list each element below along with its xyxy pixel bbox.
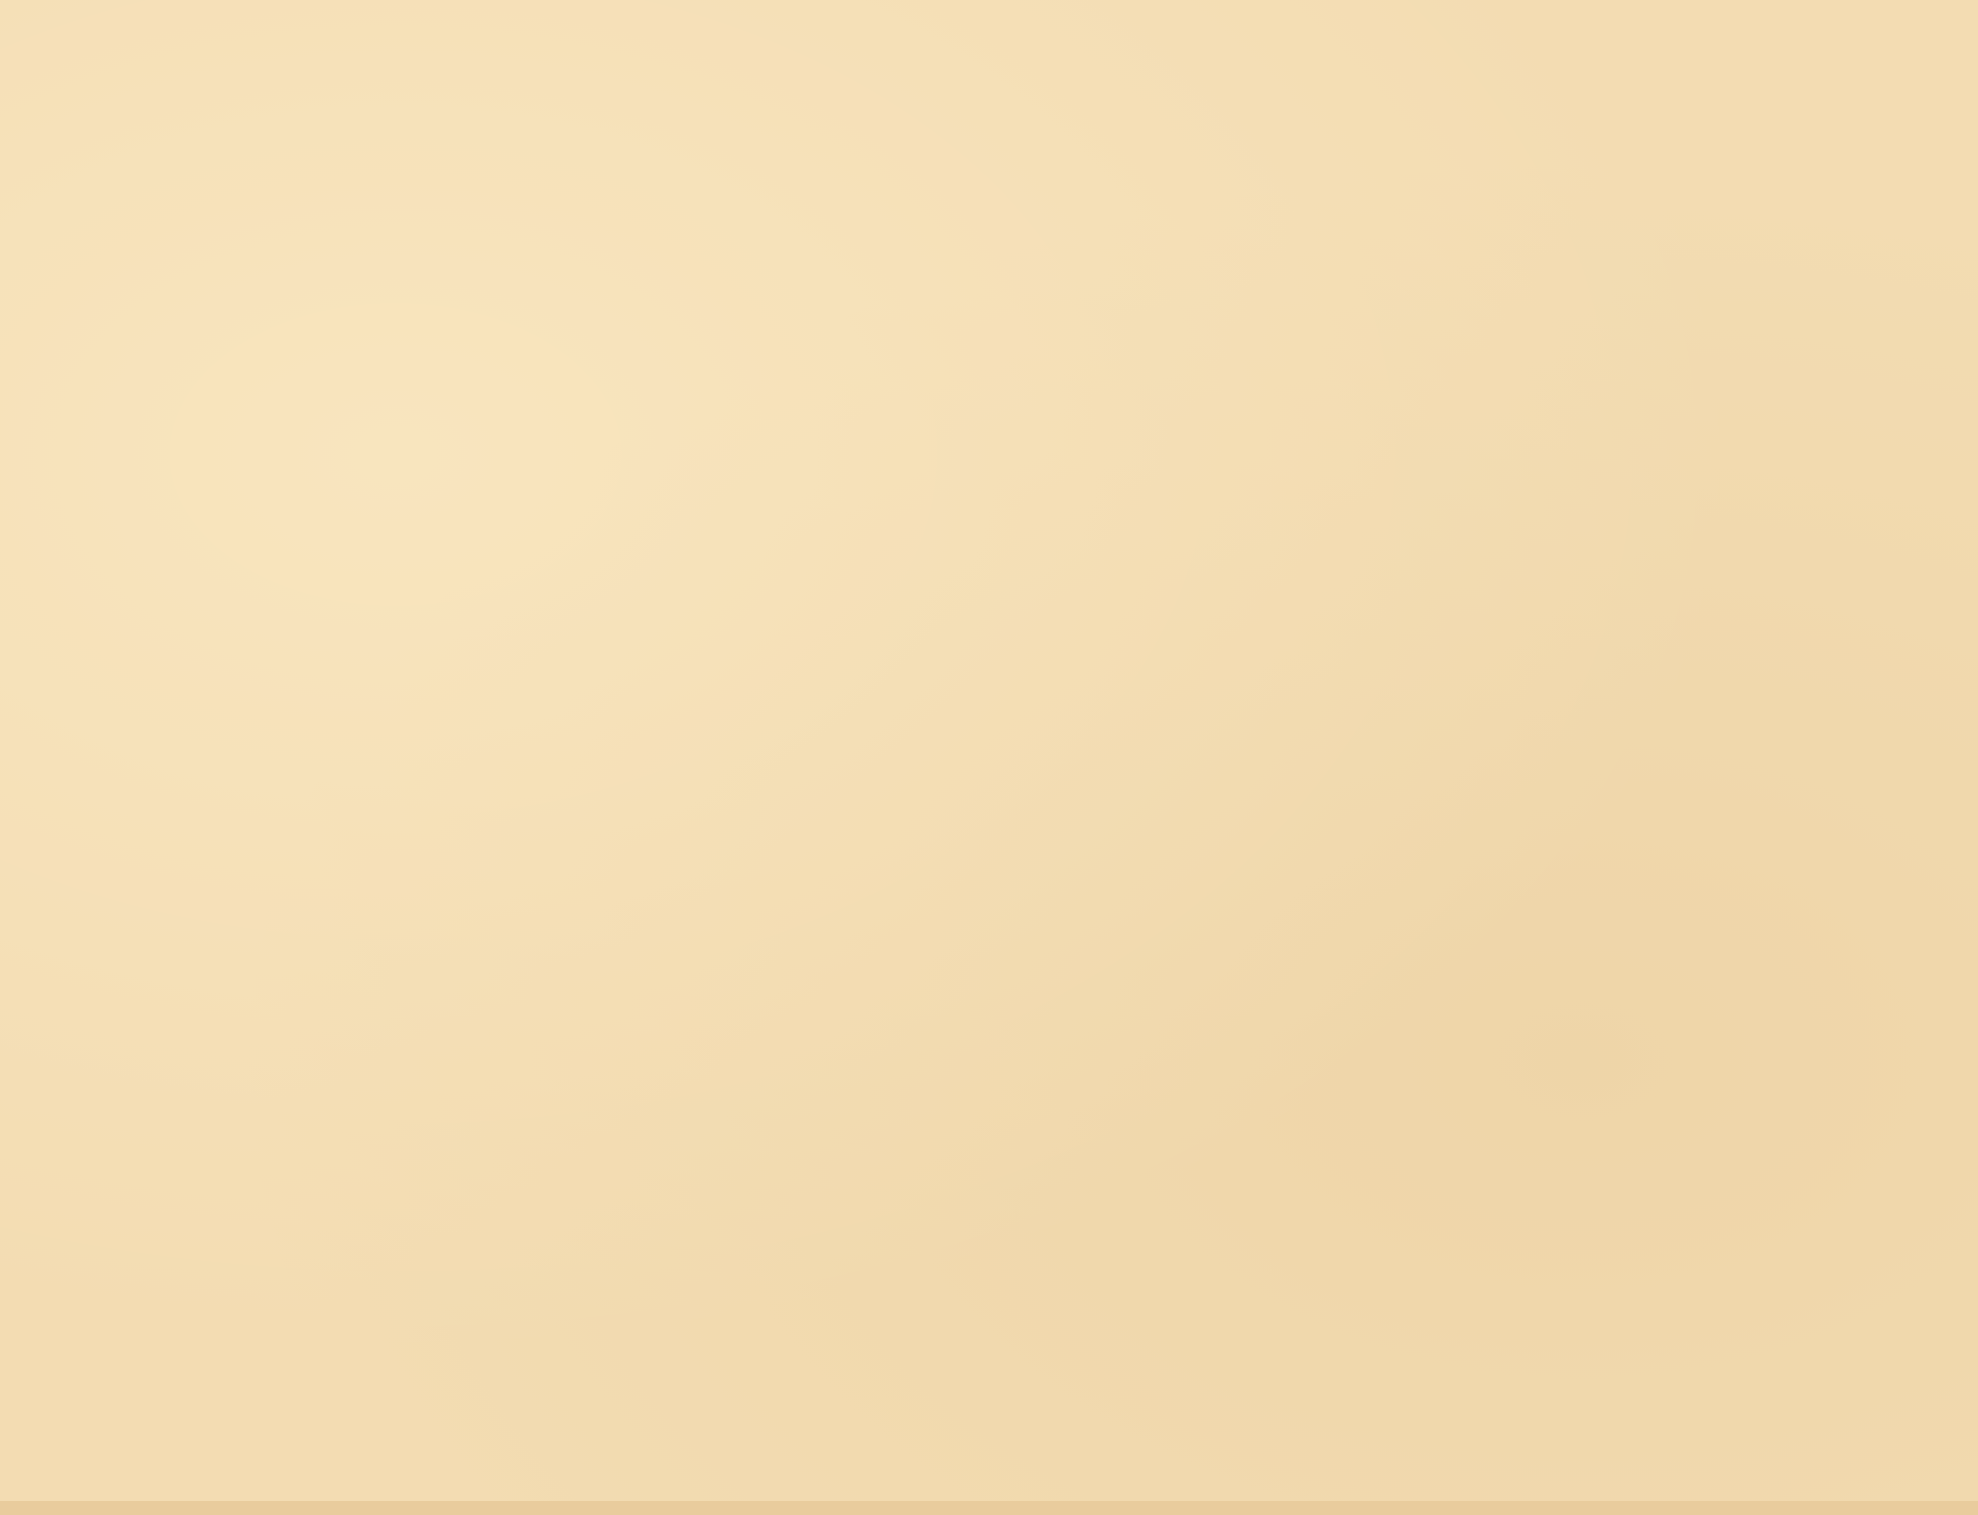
middle-column bbox=[592, 0, 1097, 23]
type-coins-column bbox=[48, 30, 553, 34]
xf-note bbox=[592, 0, 1097, 21]
page-bottom-band bbox=[0, 1501, 1978, 1515]
